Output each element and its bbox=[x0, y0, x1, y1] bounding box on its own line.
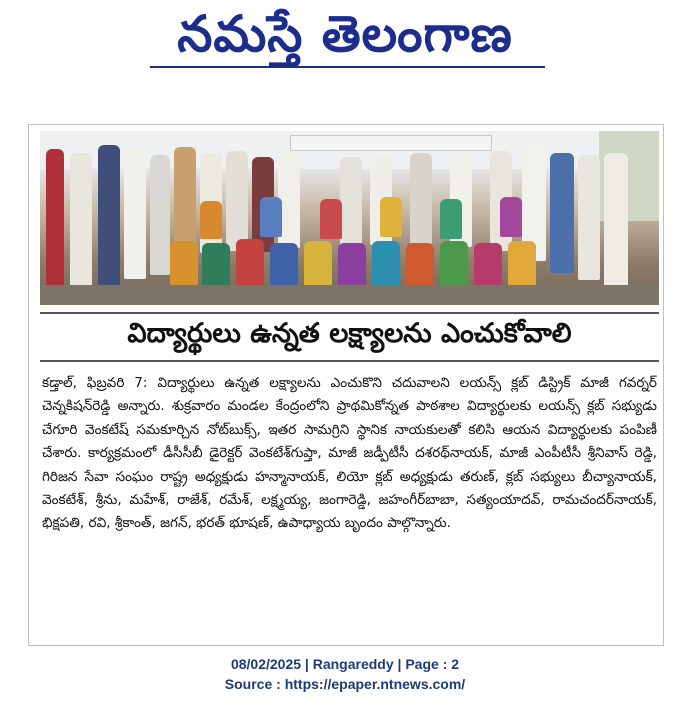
headline-box bbox=[40, 312, 659, 362]
photo-child bbox=[170, 241, 198, 285]
photo-child bbox=[406, 243, 434, 287]
photo-child bbox=[338, 243, 366, 287]
masthead bbox=[0, 0, 690, 80]
photo-child bbox=[260, 197, 282, 237]
photo-person bbox=[340, 157, 362, 247]
photo-banner bbox=[290, 135, 492, 151]
photo-child bbox=[320, 199, 342, 239]
source-link[interactable]: Source : https://epaper.ntnews.com/ bbox=[224, 676, 466, 692]
photo-person bbox=[604, 153, 628, 288]
photo-child bbox=[508, 241, 536, 287]
photo-ground bbox=[40, 285, 659, 305]
photo-person bbox=[410, 153, 432, 245]
photo-person bbox=[124, 149, 146, 279]
photo-child bbox=[236, 239, 264, 285]
photo-person bbox=[578, 155, 600, 280]
photo-child bbox=[380, 197, 402, 237]
photo-child bbox=[440, 241, 468, 287]
masthead-underline bbox=[150, 66, 545, 68]
article-photo bbox=[40, 131, 659, 305]
photo-person bbox=[70, 153, 92, 291]
photo-child bbox=[270, 243, 298, 287]
newspaper-logo: నమస్తే తెలంగాణ bbox=[177, 5, 513, 63]
photo-person bbox=[226, 151, 248, 251]
photo-person bbox=[46, 149, 64, 289]
photo-child bbox=[200, 201, 222, 239]
photo-child bbox=[474, 243, 502, 287]
photo-child bbox=[304, 241, 332, 287]
photo-child bbox=[202, 243, 230, 287]
photo-person bbox=[550, 153, 574, 273]
photo-person bbox=[150, 155, 170, 275]
photo-child bbox=[440, 199, 462, 239]
photo-child bbox=[372, 241, 400, 287]
photo-person bbox=[98, 145, 120, 291]
photo-child bbox=[500, 197, 522, 237]
publication-meta: 08/02/2025 | Rangareddy | Page : 2 bbox=[230, 656, 460, 672]
article-headline: విద్యార్థులు ఉన్నత లక్ష్యాలను ఎంచుకోవాలి bbox=[127, 318, 572, 349]
article-body: కడ్తాల్, ఫిబ్రవరి 7: విద్యార్థులు ఉన్నత లక్ష్యాలను ఎంచుకొని చదువాలని లయన్స్ క్లబ్ డిస్ట్రిక్ మాజీ గవర్నర్ చెన్నకిషన్‌రెడ్డి అన్నారు. శుక్రవారం మండల కేంద్రంలోని ప్రాథమికోన్నత పాఠశాల విద్యార్థులకు లయన్స్ క్లబ్ సభ్యుడు చేగూరి వెంకటేష్ సమకూర్చిన నోట్‌బుక్స్, ఇతర సామగ్రిని స్థానిక నాయకులతో కలిసి ఆయన విద్యార్థులకు పంపిణీ చేశారు. కార్యక్రమంలో డీసీసీబీ డైరెక్టర్ వెంకటేశ్‌గుప్తా, మాజీ జడ్పీటీసీ దశరథ్‌నాయక్, మాజీ ఎంపీటీసీ శ్రీనివాస్ రెడ్డి, గిరిజన సేవా సంఘం రాష్ట్ర అధ్యక్షుడు హన్మానాయక్, లియో క్లబ్ అధ్యక్షుడు తరుణ్, క్లబ్ సభ్యులు బీచ్యానాయక్, వెంకటేశ్, శ్రీను, మహేశ్, రాజేశ్, రమేశ్, లక్ష్మయ్య, జంగారెడ్డి, జహంగీర్‌బాబా, సత్యంయాదవ్, రామచందర్‌నాయక్, భిక్షపతి, రవి, శ్రీకాంత్, జగన్, భరత్ భూషణ్, ఉపాధ్యాయ బృందం పాల్గొన్నారు. bbox=[42, 375, 657, 532]
